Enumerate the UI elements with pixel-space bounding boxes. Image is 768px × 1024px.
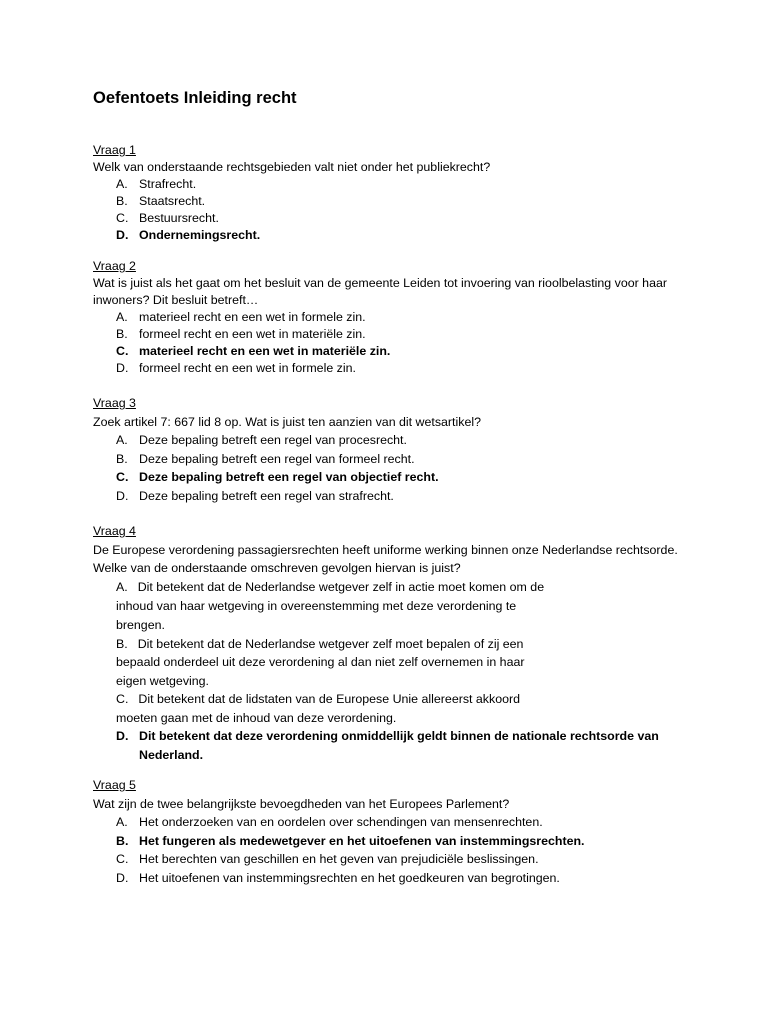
option-letter: A. [116, 579, 128, 594]
option-letter: D. [116, 488, 129, 503]
option-text: Bestuursrecht. [139, 211, 219, 225]
option-letter: D. [116, 729, 129, 743]
answer-option-b-correct [93, 832, 678, 851]
answer-option-d [93, 487, 678, 506]
option-letter: C. [116, 470, 129, 484]
question-text: Wat is juist als het gaat om het besluit van de gemeente Leiden tot invoering van rioolbelasting voor haar inwoners? Dit besluit betreft… [93, 276, 667, 307]
answer-option-d [93, 869, 678, 888]
option-text: Strafrecht. [139, 177, 197, 191]
option-letter: A. [116, 815, 128, 829]
question-3 [93, 394, 678, 505]
option-text: Het fungeren als medewetgever en het uitoefenen van instemmingsrechten. [139, 833, 585, 848]
question-heading: Vraag 5 [93, 778, 136, 792]
answer-option-a [93, 431, 678, 450]
question-heading: Vraag 1 [93, 143, 136, 157]
option-letter: C. [116, 344, 129, 358]
question-4 [93, 522, 678, 764]
answer-option-d-correct [93, 727, 678, 764]
option-letter: D. [116, 228, 129, 242]
option-text: materieel recht en een wet in formele zin. [139, 310, 366, 324]
question-1 [93, 142, 678, 244]
option-letter: C. [116, 692, 129, 706]
option-letter: A. [116, 177, 128, 191]
document-title: Oefentoets Inleiding recht [93, 89, 297, 107]
answer-option-a [93, 309, 678, 326]
answer-option-c [93, 690, 678, 727]
option-letter: B. [116, 327, 128, 341]
option-text: Staatsrecht. [139, 194, 206, 208]
option-text: Deze bepaling betreft een regel van formeel recht. [139, 451, 415, 466]
option-text: Het berechten van geschillen en het geven van prejudiciële beslissingen. [139, 852, 539, 866]
answer-option-d-correct [93, 227, 678, 244]
option-text: brengen. [116, 617, 165, 632]
answer-option-a [93, 176, 678, 193]
answer-option-c [93, 850, 678, 869]
option-text: formeel recht en een wet in formele zin. [139, 361, 356, 375]
option-text: Het onderzoeken van en oordelen over schendingen van mensenrechten. [139, 815, 543, 829]
answer-option-b [93, 450, 678, 469]
option-text: formeel recht en een wet in materiële zin. [139, 327, 366, 341]
option-letter: B. [116, 451, 128, 466]
question-heading: Vraag 4 [93, 524, 136, 538]
answer-option-b [93, 326, 678, 343]
option-text: Dit betekent dat deze verordening onmiddellijk geldt binnen de nationale rechtsorde van Nederland. [139, 729, 659, 762]
question-5 [93, 776, 678, 887]
question-heading: Vraag 2 [93, 259, 136, 273]
option-letter: C. [116, 211, 129, 225]
option-text: Deze bepaling betreft een regel van procesrecht. [139, 433, 407, 447]
option-text: Dit betekent dat de lidstaten van de Europese Unie allereerst akkoord [138, 692, 520, 706]
option-letter: A. [116, 433, 128, 447]
question-text: Wat zijn de twee belangrijkste bevoegdheden van het Europees Parlement? [93, 796, 510, 811]
option-text: Deze bepaling betreft een regel van objectief recht. [139, 470, 439, 484]
question-text: Zoek artikel 7: 667 lid 8 op. Wat is juist ten aanzien van dit wetsartikel? [93, 414, 481, 429]
option-text: bepaald onderdeel uit deze verordening al dan niet zelf overnemen in haar [116, 655, 525, 669]
option-text: Deze bepaling betreft een regel van strafrecht. [139, 488, 394, 503]
answer-option-c [93, 210, 678, 227]
question-heading: Vraag 3 [93, 396, 136, 410]
option-text: inhoud van haar wetgeving in overeenstemming met deze verordening te [116, 598, 517, 613]
answer-option-a [93, 578, 678, 635]
option-letter: C. [116, 852, 129, 866]
question-text: Welk van onderstaande rechtsgebieden valt niet onder het publiekrecht? [93, 160, 491, 174]
option-letter: B. [116, 194, 128, 208]
option-letter: D. [116, 870, 129, 885]
option-text: Het uitoefenen van instemmingsrechten en het goedkeuren van begrotingen. [139, 870, 560, 885]
answer-option-d [93, 360, 678, 377]
option-text: materieel recht en een wet in materiële zin. [139, 344, 391, 358]
option-text: Ondernemingsrecht. [139, 228, 261, 242]
option-letter: B. [116, 636, 128, 651]
question-2 [93, 258, 678, 377]
answer-option-b [93, 193, 678, 210]
answer-option-c-correct [93, 343, 678, 360]
option-text: Dit betekent dat de Nederlandse wetgever zelf in actie moet komen om de [137, 579, 545, 594]
option-letter: A. [116, 310, 128, 324]
answer-option-b [93, 635, 678, 691]
question-text: De Europese verordening passagiersrechten heeft uniforme werking binnen onze Nederlandse rechtsorde. Welke van de onderstaande omschreven gevolgen hiervan is juist? [93, 542, 678, 575]
option-letter: D. [116, 361, 129, 375]
option-text: eigen wetgeving. [116, 673, 209, 688]
option-text: Dit betekent dat de Nederlandse wetgever zelf moet bepalen of zij een [137, 636, 524, 651]
option-letter: B. [116, 833, 129, 848]
option-text: moeten gaan met de inhoud van deze verordening. [116, 710, 397, 725]
answer-option-c-correct [93, 468, 678, 487]
answer-option-a [93, 813, 678, 832]
